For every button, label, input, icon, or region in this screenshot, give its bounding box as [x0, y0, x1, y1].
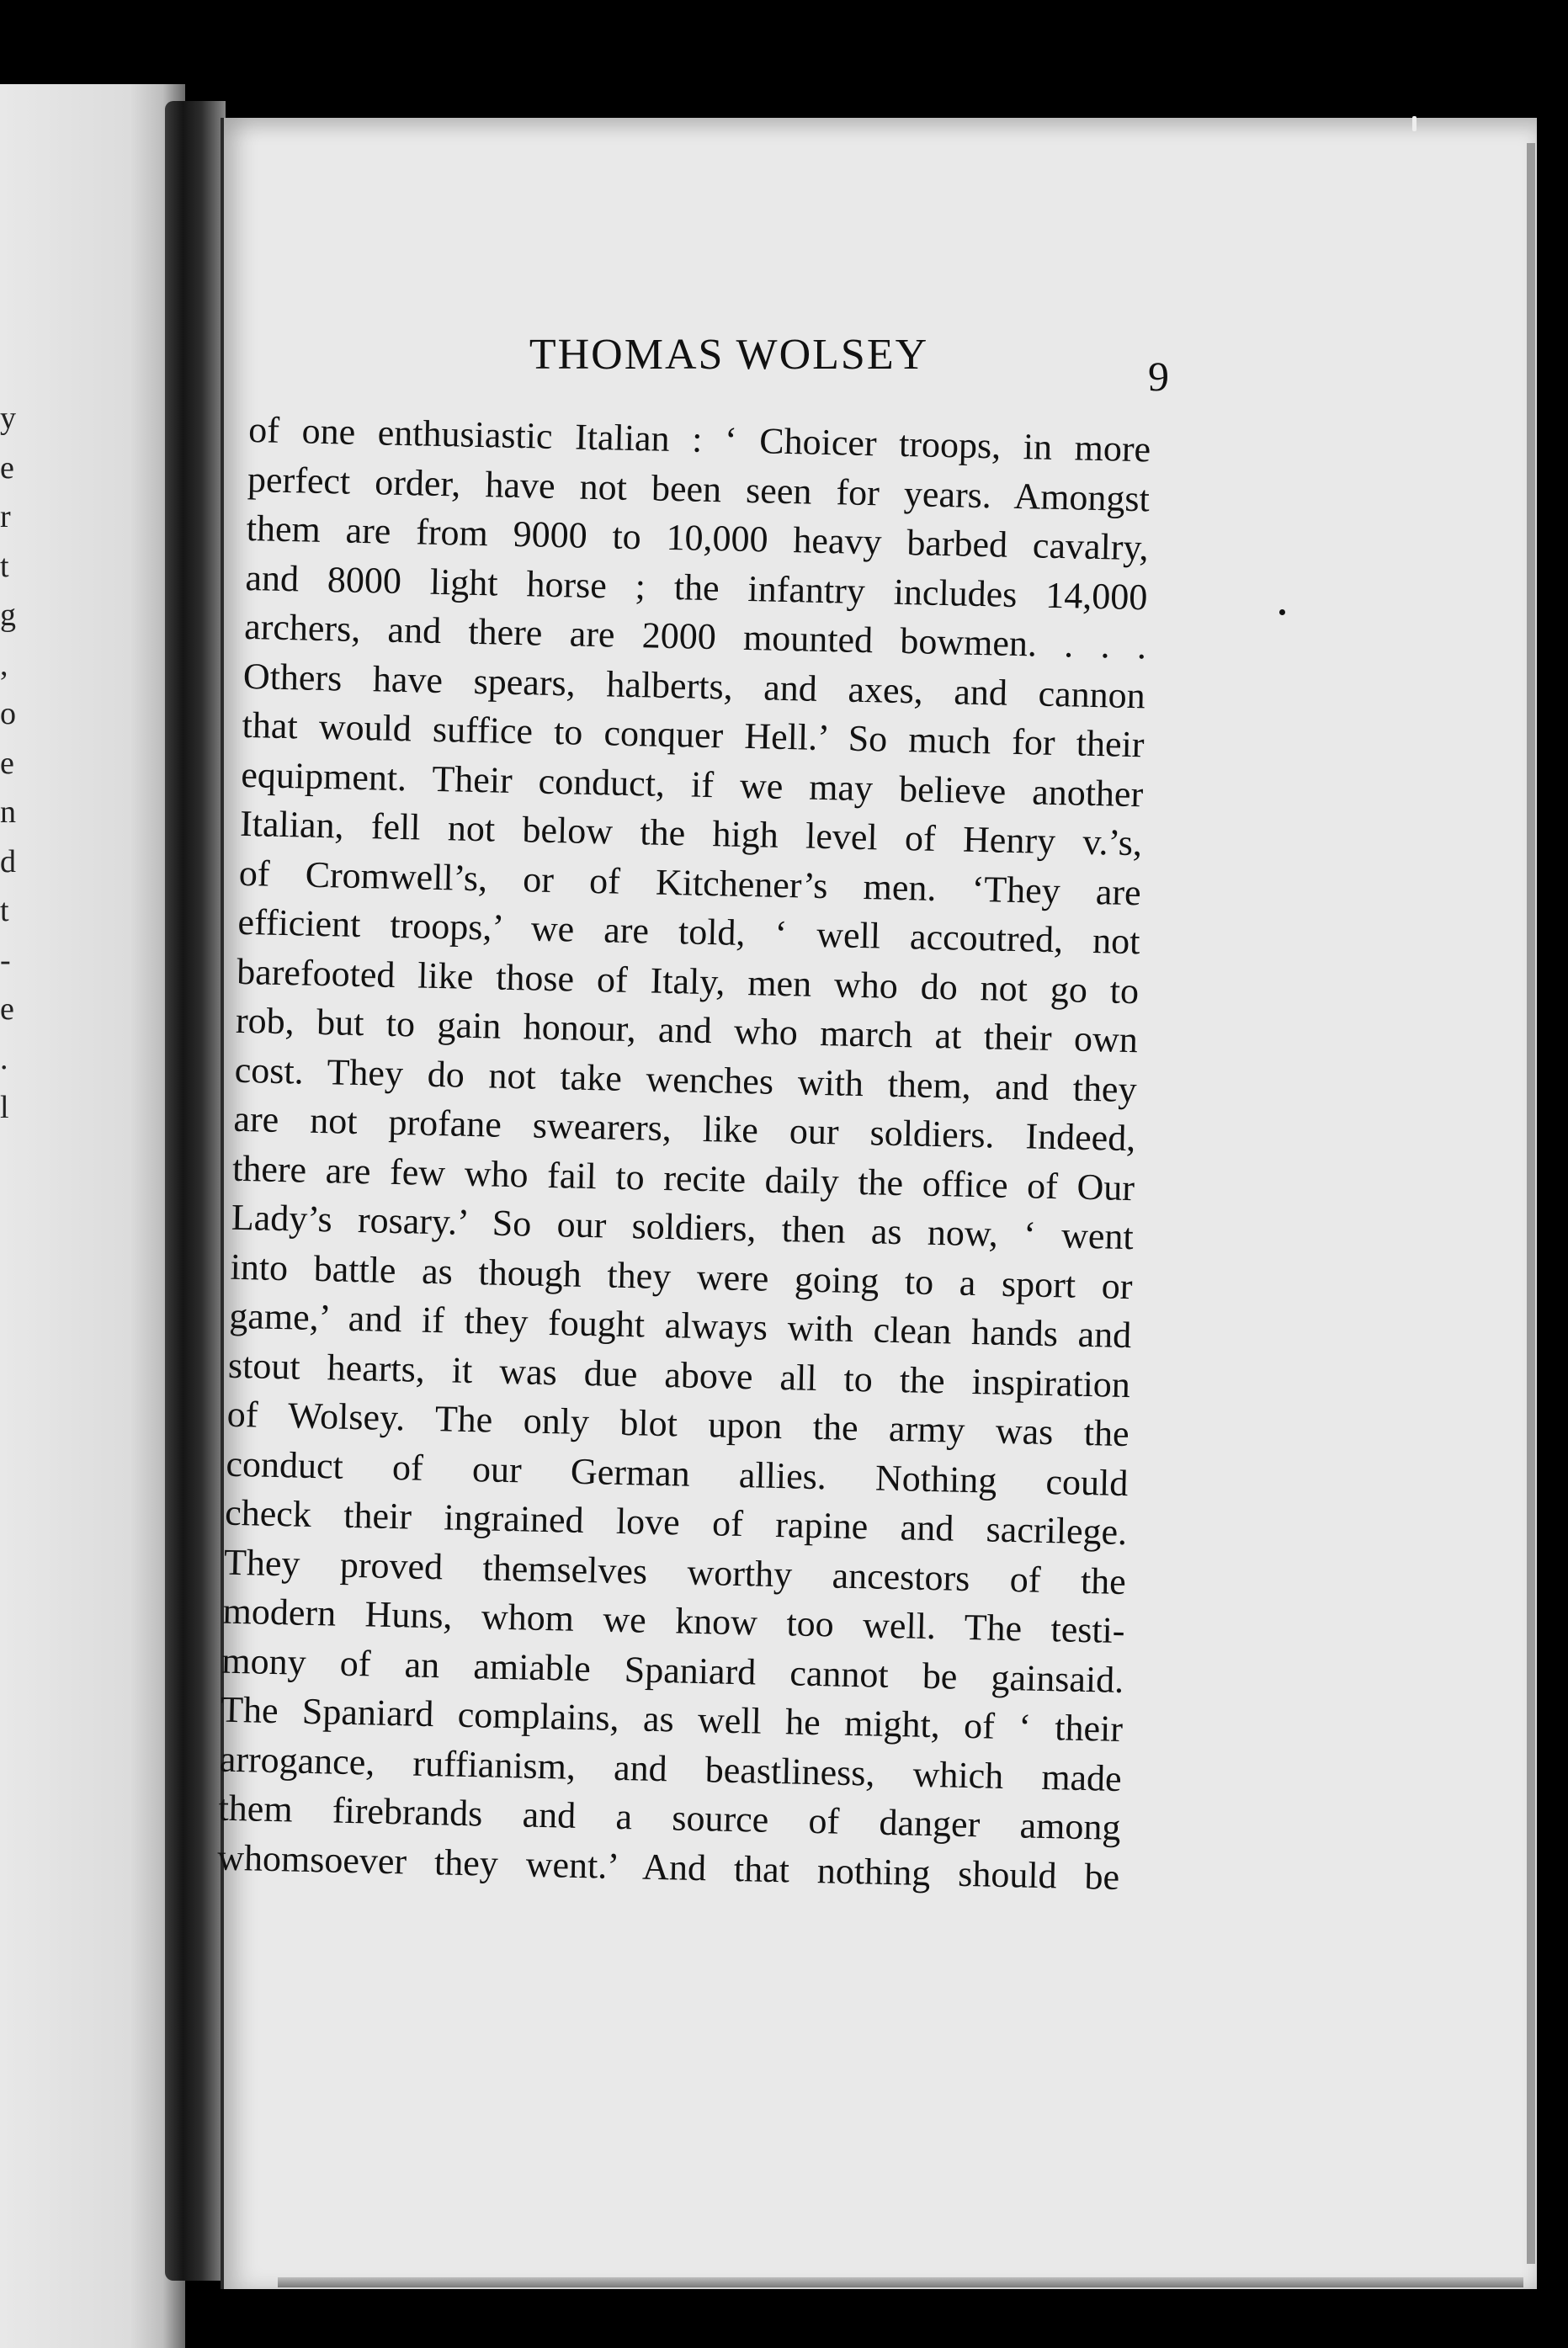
left-fragment: . — [0, 1040, 8, 1076]
text-line: of Cromwell’s, or of Kitchener’s men. ‘They are — [238, 852, 1142, 913]
left-fragment: t — [0, 893, 9, 928]
text-line: whomsoever they went.’ And that nothing should be — [216, 1836, 1120, 1898]
left-fragment: g — [0, 598, 16, 633]
page-edge-bottom — [278, 2277, 1523, 2287]
text-line: them are from 9000 to 10,000 heavy barbed cavalry, — [246, 507, 1150, 569]
left-fragment: y — [0, 401, 16, 436]
text-line: there are few who fail to recite daily the office of Our — [231, 1147, 1135, 1209]
left-fragment: - — [0, 942, 11, 978]
left-fragment: e — [0, 449, 14, 486]
text-line: cost. They do not take wenches with them, and they — [234, 1049, 1138, 1110]
text-line: check their ingrained love of rapine and sacrilege. — [224, 1491, 1128, 1554]
page-body-text — [217, 406, 1151, 1902]
left-fragment: d — [0, 843, 16, 879]
text-line: rob, but to gain honour, and who march at their own — [235, 999, 1139, 1061]
left-fragment: r — [0, 499, 11, 534]
text-line: of Wolsey. The only blot upon the army was the — [226, 1393, 1130, 1455]
left-facing-page — [0, 84, 185, 2348]
page-number: 9 — [1148, 353, 1169, 400]
text-line: are not profane swearers, like our soldiers. Indeed, — [232, 1097, 1136, 1160]
text-line: They proved themselves worthy ancestors of the — [223, 1541, 1127, 1602]
text-line: perfect order, have not been seen for years. Amongst — [247, 458, 1151, 519]
text-line: Lady’s rosary.’ So our soldiers, then as now, ‘ went — [231, 1196, 1135, 1258]
text-line: them firebrands and a source of danger among — [218, 1787, 1121, 1848]
text-line: conduct of our German allies. Nothing could — [226, 1442, 1129, 1504]
text-line: Others have spears, halberts, and axes, and cannon — [242, 655, 1146, 716]
text-line: equipment. Their conduct, if we may believe another — [240, 753, 1144, 815]
left-fragment: n — [0, 794, 16, 830]
dust-speck — [1279, 609, 1285, 615]
text-line: of one enthusiastic Italian : ‘ Choicer troops, in more — [247, 408, 1151, 470]
left-fragment: e — [0, 745, 14, 781]
dust-speck — [1412, 116, 1417, 131]
text-line: game,’ and if they fought always with clean hands and — [228, 1294, 1132, 1357]
text-line: modern Huns, whom we know too well. The testi- — [222, 1590, 1126, 1652]
text-line: Italian, fell not below the high level of Henry v.’s, — [239, 802, 1143, 864]
text-line: mony of an amiable Spaniard cannot be gainsaid. — [221, 1639, 1124, 1701]
left-fragment: l — [0, 1090, 9, 1125]
text-line: that would suffice to conquer Hell.’ So much for their — [242, 704, 1145, 766]
text-line: The Spaniard complains, as well he might, of ‘ their — [220, 1688, 1124, 1750]
left-fragment: , — [0, 646, 8, 683]
text-line: into battle as though they were going to a sport or — [230, 1246, 1133, 1307]
left-fragment: o — [0, 696, 16, 731]
running-head: THOMAS WOLSEY — [529, 331, 929, 379]
left-fragment: t — [0, 548, 9, 584]
text-line: archers, and there are 2000 mounted bowmen. . . . — [243, 605, 1147, 667]
text-line: arrogance, ruffianism, and beastliness, which made — [219, 1738, 1123, 1799]
page-edge-right — [1527, 143, 1535, 2264]
text-line: and 8000 light horse ; the infantry includes 14,000 — [245, 556, 1148, 618]
book-gutter — [165, 101, 226, 2281]
book-page — [216, 118, 1537, 2289]
text-line: efficient troops,’ we are told, ‘ well accoutred, not — [237, 900, 1140, 963]
text-line: barefooted like those of Italy, men who do not go to — [236, 950, 1140, 1012]
left-page-text-fragments — [0, 394, 22, 1133]
text-line: stout hearts, it was due above all to the inspiration — [227, 1344, 1131, 1405]
left-fragment: e — [0, 991, 14, 1027]
